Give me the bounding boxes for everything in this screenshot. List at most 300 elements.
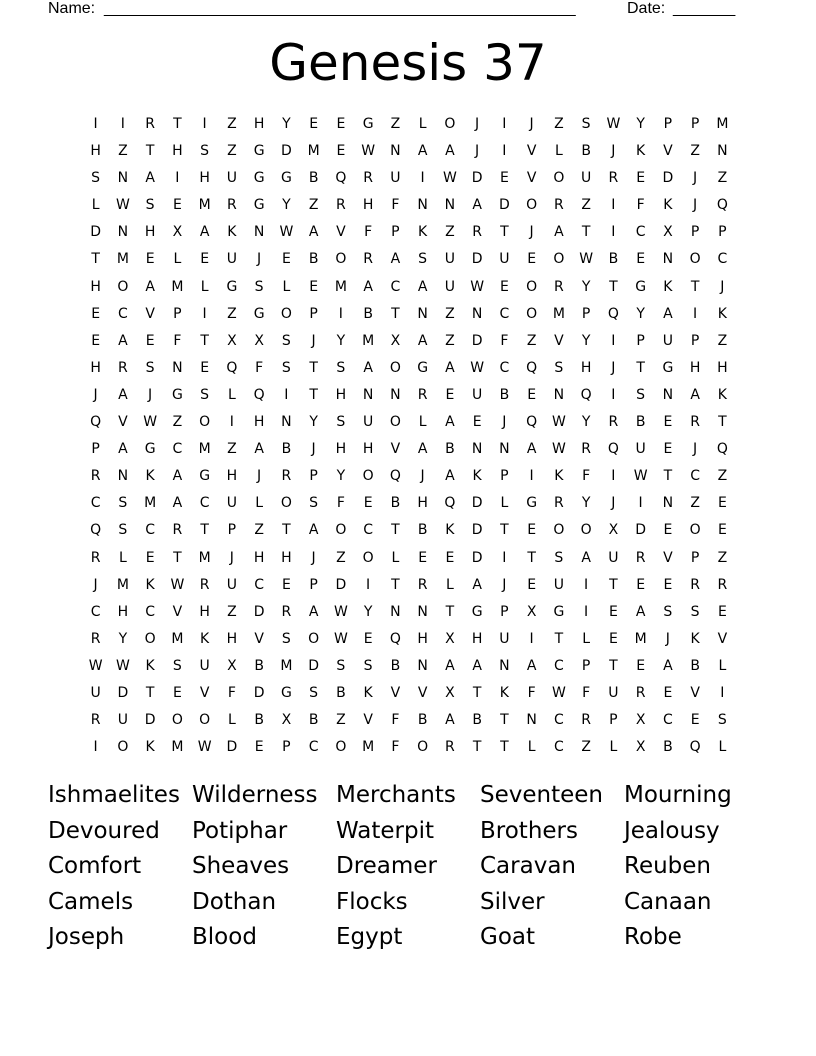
grid-letter[interactable]: P [581, 657, 591, 674]
grid-letter[interactable]: B [417, 522, 428, 539]
grid-letter[interactable]: H [226, 468, 238, 485]
grid-letter[interactable]: A [308, 224, 319, 241]
grid-letter[interactable]: A [554, 224, 564, 241]
grid-letter[interactable]: I [93, 116, 98, 132]
grid-letter[interactable]: M [552, 305, 565, 322]
grid-letter[interactable]: L [554, 143, 563, 160]
grid-letter[interactable]: G [526, 495, 538, 512]
grid-letter[interactable]: V [145, 305, 155, 322]
grid-letter[interactable]: N [717, 143, 728, 160]
grid-letter[interactable]: H [689, 359, 701, 376]
grid-letter[interactable]: N [417, 657, 428, 674]
grid-letter[interactable]: T [636, 359, 645, 376]
grid-letter[interactable]: V [526, 143, 537, 160]
grid-letter[interactable]: U [444, 251, 455, 268]
grid-letter[interactable]: H [199, 170, 210, 187]
grid-letter[interactable]: A [417, 143, 428, 160]
grid-letter[interactable]: L [118, 549, 127, 566]
grid-letter[interactable]: Z [445, 224, 455, 241]
grid-letter[interactable]: R [417, 576, 428, 593]
grid-letter[interactable]: U [635, 441, 646, 458]
grid-letter[interactable]: A [363, 278, 373, 295]
grid-letter[interactable]: Y [636, 116, 645, 132]
grid-letter[interactable]: R [608, 414, 619, 431]
grid-letter[interactable]: D [471, 251, 483, 268]
grid-letter[interactable]: R [336, 197, 346, 214]
grid-letter[interactable]: B [472, 712, 482, 729]
grid-letter[interactable]: C [117, 305, 128, 322]
grid-letter[interactable]: L [91, 197, 100, 214]
grid-letter[interactable]: A [445, 143, 455, 160]
grid-letter[interactable]: S [309, 684, 319, 701]
grid-letter[interactable]: N [417, 603, 428, 620]
grid-letter[interactable]: N [662, 386, 674, 403]
grid-letter[interactable]: X [445, 684, 455, 701]
grid-letter[interactable]: P [663, 116, 673, 132]
grid-letter[interactable]: A [417, 278, 428, 295]
grid-letter[interactable]: Q [607, 441, 619, 458]
grid-letter[interactable]: Y [118, 630, 128, 647]
grid-letter[interactable]: M [716, 116, 729, 132]
grid-letter[interactable]: B [281, 441, 292, 458]
grid-letter[interactable]: M [171, 739, 184, 756]
grid-letter[interactable]: G [280, 170, 292, 187]
grid-letter[interactable]: S [281, 630, 291, 647]
grid-letter[interactable]: A [390, 251, 401, 268]
grid-letter[interactable]: D [226, 739, 238, 756]
grid-letter[interactable]: N [553, 386, 565, 403]
grid-letter[interactable]: D [253, 603, 265, 620]
grid-letter[interactable]: O [553, 251, 565, 268]
grid-letter[interactable]: A [445, 359, 455, 376]
grid-letter[interactable]: L [718, 657, 727, 674]
grid-letter[interactable]: W [170, 576, 185, 593]
grid-letter[interactable]: V [663, 143, 673, 160]
grid-letter[interactable]: I [502, 549, 507, 566]
grid-letter[interactable]: M [171, 278, 184, 295]
grid-letter[interactable]: K [663, 278, 673, 295]
grid-letter[interactable]: W [606, 116, 621, 132]
grid-letter[interactable]: V [717, 630, 728, 647]
grid-letter[interactable]: X [254, 332, 264, 349]
grid-letter[interactable]: U [472, 386, 483, 403]
grid-letter[interactable]: A [445, 468, 455, 485]
grid-letter[interactable]: Z [254, 522, 264, 539]
grid-letter[interactable]: A [254, 441, 264, 458]
grid-letter[interactable]: J [148, 386, 153, 403]
grid-letter[interactable]: S [663, 603, 673, 620]
grid-letter[interactable]: L [445, 576, 454, 593]
grid-letter[interactable]: N [417, 305, 428, 322]
grid-letter[interactable]: X [608, 522, 619, 539]
grid-letter[interactable]: V [663, 549, 673, 566]
grid-letter[interactable]: A [445, 712, 455, 729]
grid-letter[interactable]: T [391, 576, 400, 593]
grid-letter[interactable]: F [255, 359, 264, 376]
grid-letter[interactable]: G [253, 170, 265, 187]
grid-letter[interactable]: E [636, 657, 646, 674]
grid-letter[interactable]: E [91, 332, 101, 349]
grid-letter[interactable]: H [362, 441, 374, 458]
grid-letter[interactable]: W [442, 170, 457, 187]
grid-letter[interactable]: U [608, 684, 619, 701]
grid-letter[interactable]: A [199, 224, 210, 241]
grid-letter[interactable]: W [470, 278, 485, 295]
grid-letter[interactable]: I [638, 495, 643, 512]
grid-letter[interactable]: T [200, 522, 209, 539]
grid-letter[interactable]: G [253, 305, 265, 322]
grid-letter[interactable]: D [253, 684, 265, 701]
grid-letter[interactable]: T [472, 684, 482, 701]
grid-letter[interactable]: W [579, 251, 594, 268]
grid-letter[interactable]: P [91, 441, 100, 458]
grid-letter[interactable]: O [117, 278, 129, 295]
grid-letter[interactable]: N [253, 224, 265, 241]
grid-letter[interactable]: W [197, 739, 212, 756]
grid-letter[interactable]: X [227, 657, 237, 674]
grid-letter[interactable]: C [308, 739, 319, 756]
grid-letter[interactable]: L [255, 495, 264, 512]
grid-letter[interactable]: S [145, 197, 155, 214]
grid-letter[interactable]: B [254, 657, 264, 674]
grid-letter[interactable]: L [582, 630, 591, 647]
grid-letter[interactable]: W [470, 359, 485, 376]
grid-letter[interactable]: X [663, 224, 673, 241]
grid-letter[interactable]: K [636, 143, 646, 160]
grid-letter[interactable]: O [362, 549, 374, 566]
grid-letter[interactable]: N [117, 170, 129, 187]
grid-letter[interactable]: F [173, 332, 182, 349]
grid-letter[interactable]: Z [227, 116, 237, 132]
grid-letter[interactable]: B [417, 712, 428, 729]
grid-letter[interactable]: Z [717, 468, 728, 485]
grid-letter[interactable]: U [363, 414, 374, 431]
grid-letter[interactable]: L [173, 251, 182, 268]
grid-letter[interactable]: T [445, 603, 455, 620]
grid-letter[interactable]: T [145, 684, 155, 701]
grid-letter[interactable]: R [227, 197, 237, 214]
grid-letter[interactable]: E [445, 549, 455, 566]
grid-letter[interactable]: P [282, 739, 291, 756]
grid-letter[interactable]: S [254, 278, 264, 295]
grid-letter[interactable]: J [475, 116, 480, 132]
grid-letter[interactable]: N [390, 386, 401, 403]
grid-letter[interactable]: O [689, 251, 701, 268]
grid-letter[interactable]: E [663, 441, 673, 458]
grid-letter[interactable]: T [91, 251, 100, 268]
grid-letter[interactable]: E [690, 712, 700, 729]
grid-letter[interactable]: E [663, 576, 673, 593]
grid-letter[interactable]: Z [717, 549, 728, 566]
grid-letter[interactable]: E [663, 522, 673, 539]
grid-letter[interactable]: E [717, 522, 727, 539]
grid-letter[interactable]: A [690, 386, 700, 403]
grid-letter[interactable]: X [281, 712, 292, 729]
grid-letter[interactable]: H [281, 549, 292, 566]
grid-letter[interactable]: B [499, 386, 510, 403]
grid-letter[interactable]: R [281, 603, 292, 620]
grid-letter[interactable]: E [200, 251, 210, 268]
grid-letter[interactable]: O [389, 414, 401, 431]
grid-letter[interactable]: B [581, 143, 591, 160]
grid-letter[interactable]: Y [336, 332, 346, 349]
grid-letter[interactable]: C [145, 603, 156, 620]
grid-letter[interactable]: L [391, 549, 400, 566]
grid-letter[interactable]: H [362, 197, 374, 214]
grid-letter[interactable]: T [472, 739, 482, 756]
grid-letter[interactable]: H [90, 143, 101, 160]
grid-letter[interactable]: I [175, 170, 180, 187]
grid-letter[interactable]: Q [689, 739, 701, 756]
grid-letter[interactable]: K [472, 468, 482, 485]
grid-letter[interactable]: I [693, 305, 698, 322]
grid-letter[interactable]: E [499, 170, 509, 187]
grid-letter[interactable]: U [553, 576, 564, 593]
grid-letter[interactable]: E [336, 143, 346, 160]
grid-letter[interactable]: B [690, 657, 700, 674]
grid-letter[interactable]: Q [253, 386, 265, 403]
grid-letter[interactable]: D [144, 712, 156, 729]
grid-letter[interactable]: P [718, 224, 727, 241]
grid-letter[interactable]: I [584, 576, 589, 593]
grid-letter[interactable]: P [690, 116, 700, 132]
grid-letter[interactable]: P [309, 305, 318, 322]
grid-letter[interactable]: R [199, 576, 210, 593]
grid-letter[interactable]: M [362, 332, 375, 349]
grid-letter[interactable]: S [418, 251, 428, 268]
grid-letter[interactable]: L [609, 739, 618, 756]
grid-letter[interactable]: C [90, 603, 101, 620]
grid-letter[interactable]: R [417, 386, 428, 403]
grid-letter[interactable]: M [307, 143, 320, 160]
grid-letter[interactable]: O [280, 495, 292, 512]
grid-letter[interactable]: Y [336, 468, 346, 485]
grid-letter[interactable]: Q [335, 170, 347, 187]
grid-letter[interactable]: I [584, 603, 589, 620]
grid-letter[interactable]: R [445, 739, 455, 756]
grid-letter[interactable]: O [199, 414, 211, 431]
grid-letter[interactable]: P [690, 549, 700, 566]
grid-letter[interactable]: H [717, 359, 728, 376]
grid-letter[interactable]: V [417, 684, 428, 701]
grid-letter[interactable]: A [118, 441, 128, 458]
grid-letter[interactable]: B [635, 414, 646, 431]
grid-letter[interactable]: N [390, 143, 401, 160]
grid-letter[interactable]: Q [607, 305, 619, 322]
grid-letter[interactable]: O [580, 522, 592, 539]
grid-letter[interactable]: S [554, 549, 564, 566]
grid-letter[interactable]: I [366, 576, 371, 593]
grid-letter[interactable]: H [226, 630, 238, 647]
grid-letter[interactable]: L [227, 386, 236, 403]
grid-letter[interactable]: K [418, 224, 428, 241]
grid-letter[interactable]: F [364, 224, 373, 241]
grid-letter[interactable]: A [308, 603, 319, 620]
grid-letter[interactable]: L [527, 739, 536, 756]
grid-letter[interactable]: F [227, 684, 236, 701]
grid-letter[interactable]: Z [336, 549, 346, 566]
grid-letter[interactable]: E [608, 603, 618, 620]
grid-letter[interactable]: O [362, 468, 374, 485]
date-field[interactable]: _______ [673, 0, 736, 17]
grid-letter[interactable]: J [611, 359, 616, 376]
grid-letter[interactable]: P [309, 576, 318, 593]
grid-letter[interactable]: U [199, 657, 210, 674]
grid-letter[interactable]: R [118, 359, 128, 376]
grid-letter[interactable]: O [526, 305, 538, 322]
grid-letter[interactable]: P [391, 224, 400, 241]
grid-letter[interactable]: A [581, 549, 591, 566]
grid-letter[interactable]: T [690, 278, 700, 295]
grid-letter[interactable]: J [311, 549, 316, 566]
grid-letter[interactable]: D [662, 170, 674, 187]
grid-letter[interactable]: U [226, 170, 237, 187]
grid-letter[interactable]: F [391, 197, 400, 214]
grid-letter[interactable]: C [90, 495, 101, 512]
grid-letter[interactable]: H [90, 359, 101, 376]
grid-letter[interactable]: K [200, 630, 210, 647]
grid-letter[interactable]: J [475, 143, 480, 160]
grid-letter[interactable]: E [281, 576, 291, 593]
grid-letter[interactable]: R [172, 522, 183, 539]
grid-letter[interactable]: T [309, 386, 318, 403]
grid-letter[interactable]: G [635, 278, 647, 295]
grid-letter[interactable]: U [117, 712, 128, 729]
grid-letter[interactable]: P [500, 603, 509, 620]
grid-letter[interactable]: S [636, 386, 646, 403]
grid-letter[interactable]: C [662, 712, 673, 729]
grid-letter[interactable]: T [500, 739, 509, 756]
grid-letter[interactable]: I [611, 386, 616, 403]
grid-letter[interactable]: O [335, 739, 347, 756]
grid-letter[interactable]: N [281, 414, 292, 431]
grid-letter[interactable]: O [144, 630, 156, 647]
grid-letter[interactable]: E [717, 495, 727, 512]
grid-letter[interactable]: E [281, 251, 291, 268]
grid-letter[interactable]: B [663, 739, 673, 756]
grid-letter[interactable]: I [120, 116, 125, 132]
grid-letter[interactable]: M [198, 549, 211, 566]
grid-letter[interactable]: N [417, 197, 428, 214]
grid-letter[interactable]: S [200, 143, 210, 160]
grid-letter[interactable]: G [471, 603, 483, 620]
grid-letter[interactable]: M [362, 739, 375, 756]
grid-letter[interactable]: S [336, 359, 346, 376]
grid-letter[interactable]: D [308, 657, 320, 674]
grid-letter[interactable]: M [634, 630, 647, 647]
grid-letter[interactable]: Q [716, 197, 728, 214]
grid-letter[interactable]: G [199, 468, 211, 485]
grid-letter[interactable]: A [472, 657, 482, 674]
grid-letter[interactable]: H [335, 441, 347, 458]
grid-letter[interactable]: P [309, 468, 318, 485]
grid-letter[interactable]: J [502, 414, 507, 431]
grid-letter[interactable]: R [145, 116, 155, 132]
grid-letter[interactable]: A [118, 386, 128, 403]
grid-letter[interactable]: E [527, 576, 537, 593]
grid-letter[interactable]: Y [309, 414, 318, 431]
grid-letter[interactable]: E [527, 522, 537, 539]
grid-letter[interactable]: F [336, 495, 345, 512]
grid-letter[interactable]: H [117, 603, 129, 620]
grid-letter[interactable]: H [144, 224, 156, 241]
grid-letter[interactable]: Y [363, 603, 373, 620]
grid-letter[interactable]: S [172, 657, 182, 674]
grid-letter[interactable]: D [335, 576, 347, 593]
grid-letter[interactable]: H [471, 630, 483, 647]
name-field[interactable]: _____________________________________________________ [104, 0, 576, 17]
grid-letter[interactable]: S [118, 495, 128, 512]
grid-letter[interactable]: N [172, 359, 183, 376]
grid-letter[interactable]: Q [444, 495, 456, 512]
grid-letter[interactable]: H [172, 143, 183, 160]
grid-letter[interactable]: I [420, 170, 425, 187]
grid-letter[interactable]: J [693, 197, 698, 214]
grid-letter[interactable]: I [529, 468, 534, 485]
grid-letter[interactable]: B [308, 712, 319, 729]
grid-letter[interactable]: U [444, 278, 455, 295]
grid-letter[interactable]: C [145, 522, 156, 539]
grid-letter[interactable]: A [526, 657, 537, 674]
grid-letter[interactable]: Q [90, 414, 102, 431]
grid-letter[interactable]: A [472, 197, 482, 214]
grid-letter[interactable]: G [253, 143, 265, 160]
grid-letter[interactable]: Z [445, 332, 455, 349]
grid-letter[interactable]: G [362, 116, 374, 132]
grid-letter[interactable]: E [636, 576, 646, 593]
grid-letter[interactable]: Z [227, 305, 237, 322]
grid-letter[interactable]: O [199, 712, 211, 729]
grid-letter[interactable]: T [391, 305, 400, 322]
grid-letter[interactable]: R [554, 197, 564, 214]
grid-letter[interactable]: A [635, 603, 646, 620]
grid-letter[interactable]: I [229, 414, 234, 431]
grid-letter[interactable]: E [472, 414, 482, 431]
grid-letter[interactable]: E [527, 251, 537, 268]
grid-letter[interactable]: K [227, 224, 237, 241]
grid-letter[interactable]: G [662, 359, 674, 376]
grid-letter[interactable]: J [529, 224, 534, 241]
grid-letter[interactable]: F [500, 332, 509, 349]
grid-letter[interactable]: E [445, 386, 455, 403]
grid-letter[interactable]: Z [717, 170, 728, 187]
grid-letter[interactable]: G [144, 441, 156, 458]
grid-letter[interactable]: R [581, 441, 591, 458]
grid-letter[interactable]: J [229, 549, 234, 566]
grid-letter[interactable]: N [117, 468, 129, 485]
grid-letter[interactable]: T [500, 712, 509, 729]
grid-letter[interactable]: C [553, 712, 564, 729]
grid-letter[interactable]: W [279, 224, 294, 241]
grid-letter[interactable]: J [420, 468, 425, 485]
grid-letter[interactable]: C [499, 305, 510, 322]
grid-letter[interactable]: A [445, 657, 455, 674]
grid-letter[interactable]: D [471, 549, 483, 566]
grid-letter[interactable]: X [635, 739, 646, 756]
grid-letter[interactable]: H [199, 603, 210, 620]
grid-letter[interactable]: J [611, 143, 616, 160]
grid-letter[interactable]: H [580, 359, 592, 376]
grid-letter[interactable]: D [471, 522, 483, 539]
grid-letter[interactable]: C [553, 739, 564, 756]
grid-letter[interactable]: B [363, 305, 373, 322]
grid-letter[interactable]: L [500, 495, 509, 512]
grid-letter[interactable]: Q [226, 359, 238, 376]
grid-letter[interactable]: K [690, 630, 700, 647]
grid-letter[interactable]: N [499, 441, 510, 458]
grid-letter[interactable]: I [611, 468, 616, 485]
grid-letter[interactable]: B [254, 712, 264, 729]
